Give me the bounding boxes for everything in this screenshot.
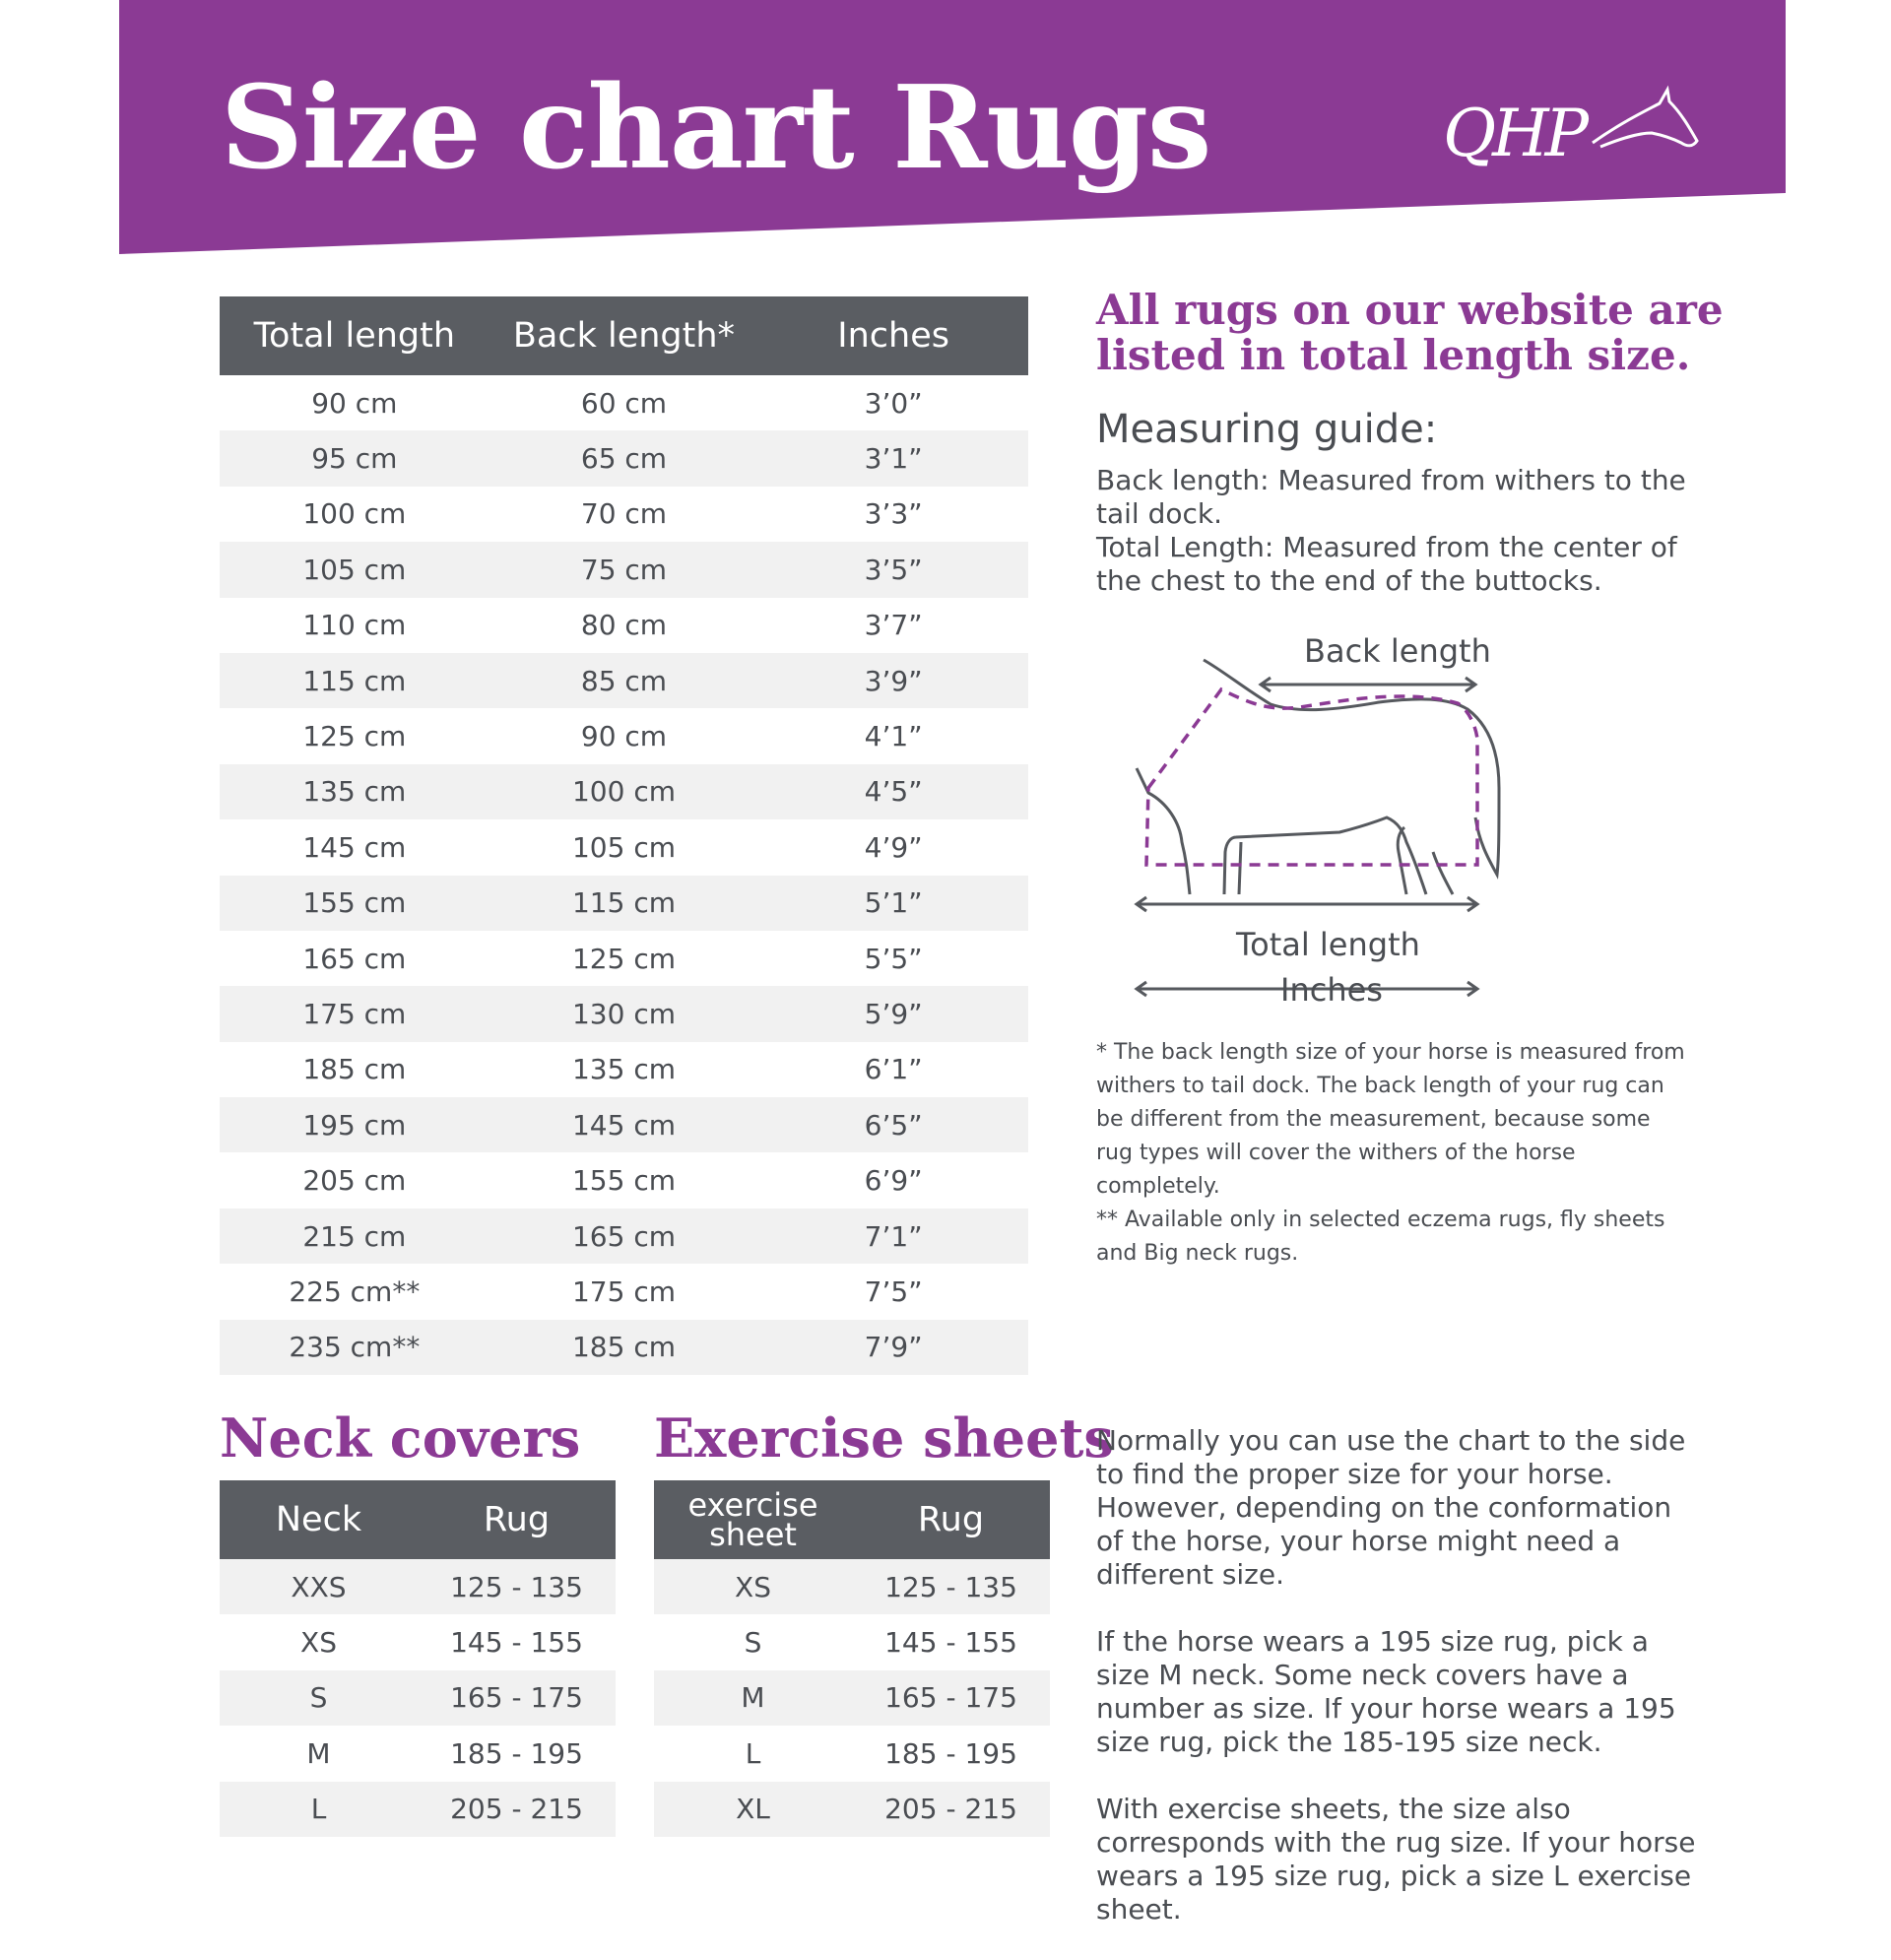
back-length-cell: 125 cm bbox=[571, 942, 676, 975]
back-length-cell: 105 cm bbox=[571, 830, 676, 864]
back-length-cell: 175 cm bbox=[571, 1274, 676, 1308]
back-length-cell: 115 cm bbox=[489, 876, 759, 931]
back-length-cell: 185 cm bbox=[489, 1320, 759, 1375]
back-length-definition: Back length: Measured from withers to the tail dock. bbox=[1096, 464, 1686, 530]
back-length-cell: 75 cm bbox=[489, 542, 759, 597]
inches-cell: 5’5” bbox=[864, 942, 923, 975]
inches-cell: 4’9” bbox=[864, 830, 923, 864]
rug-table-header-row bbox=[220, 296, 1028, 375]
table-row bbox=[220, 375, 1028, 430]
table-row bbox=[654, 1670, 1050, 1726]
table-row bbox=[220, 986, 1028, 1041]
rug-size-table bbox=[220, 296, 1028, 1375]
inches-label: Inches bbox=[1280, 971, 1383, 1009]
sheet-size-cell: XS bbox=[654, 1559, 852, 1614]
inches-cell: 5’9” bbox=[758, 986, 1028, 1041]
rug-range-cell: 165 - 175 bbox=[852, 1670, 1050, 1726]
logo-text: QHP bbox=[1443, 96, 1586, 171]
neck-table-header-row bbox=[220, 1480, 616, 1559]
advice-paragraph-neck: If the horse wears a 195 size rug, pick a size M neck. Some neck covers have a number as size. If your horse wears a 195 size rug, pick the 185-195 size neck. bbox=[1096, 1625, 1676, 1758]
exercise-sheets-table bbox=[654, 1480, 1050, 1837]
table-row bbox=[220, 1782, 616, 1837]
back-length-cell: 70 cm bbox=[580, 497, 668, 531]
total-length-cell: 115 cm bbox=[220, 653, 489, 708]
inches-cell: 3’0” bbox=[864, 386, 923, 420]
neck-size-cell: L bbox=[220, 1782, 418, 1837]
back-length-cell: 80 cm bbox=[580, 609, 668, 642]
table-row bbox=[654, 1782, 1050, 1837]
neck-size-cell: XS bbox=[300, 1626, 337, 1660]
header-total-length: Total length bbox=[220, 296, 489, 375]
back-length-cell: 85 cm bbox=[489, 653, 759, 708]
exercise-table-header-row bbox=[654, 1480, 1050, 1559]
inches-cell: 6’1” bbox=[864, 1053, 923, 1086]
table-row bbox=[654, 1614, 1050, 1669]
website-size-note: All rugs on our website are listed in total length size. bbox=[1096, 286, 1724, 379]
total-length-cell: 110 cm bbox=[302, 609, 407, 642]
table-row bbox=[220, 1209, 1028, 1264]
inches-cell: 3’9” bbox=[758, 653, 1028, 708]
header-inches: Inches bbox=[758, 296, 1028, 375]
table-row bbox=[220, 487, 1028, 542]
rug-range-cell: 165 - 175 bbox=[418, 1670, 616, 1726]
back-length-cell: 65 cm bbox=[489, 430, 759, 486]
advice-paragraph-exercise: With exercise sheets, the size also corresponds with the rug size. If your horse wears a 195 size rug, pick a size L exercise sheet. bbox=[1096, 1793, 1696, 1926]
back-length-cell: 130 cm bbox=[489, 986, 759, 1041]
total-length-cell: 205 cm bbox=[302, 1164, 407, 1198]
back-length-cell: 165 cm bbox=[489, 1209, 759, 1264]
back-length-cell: 145 cm bbox=[489, 1097, 759, 1152]
table-row bbox=[654, 1559, 1050, 1614]
table-row bbox=[220, 1559, 616, 1614]
back-length-cell: 155 cm bbox=[571, 1164, 676, 1198]
rug-range-cell: 125 - 135 bbox=[418, 1559, 616, 1614]
measuring-guide-title: Measuring guide: bbox=[1096, 407, 1438, 452]
inches-cell: 7’5” bbox=[864, 1274, 923, 1308]
inches-cell: 3’3” bbox=[864, 497, 923, 531]
measuring-guide-text bbox=[1096, 464, 1707, 598]
table-row bbox=[220, 430, 1028, 486]
horse-measurement-diagram bbox=[1113, 630, 1576, 1044]
table-row bbox=[220, 876, 1028, 931]
neck-size-cell: M bbox=[306, 1736, 331, 1770]
rug-range-cell: 205 - 215 bbox=[852, 1782, 1050, 1837]
total-length-cell: 225 cm** bbox=[289, 1274, 421, 1308]
inches-cell: 4’1” bbox=[864, 720, 923, 753]
sheet-size-cell: S bbox=[744, 1626, 762, 1660]
header-neck: Neck bbox=[220, 1480, 418, 1559]
total-length-cell: 135 cm bbox=[220, 764, 489, 819]
back-length-cell: 100 cm bbox=[489, 764, 759, 819]
table-row bbox=[220, 708, 1028, 763]
header-rug: Rug bbox=[418, 1480, 616, 1559]
horse-head-icon bbox=[1591, 84, 1699, 172]
rug-range-cell: 125 - 135 bbox=[852, 1559, 1050, 1614]
sheet-size-cell: L bbox=[745, 1736, 761, 1770]
total-length-cell: 185 cm bbox=[302, 1053, 407, 1086]
qhp-logo bbox=[1443, 84, 1699, 182]
inches-cell: 7’9” bbox=[758, 1320, 1028, 1375]
inches-cell: 3’7” bbox=[864, 609, 923, 642]
total-length-cell: 90 cm bbox=[311, 386, 398, 420]
rug-range-cell: 185 - 195 bbox=[884, 1736, 1017, 1770]
inches-cell: 7’1” bbox=[758, 1209, 1028, 1264]
table-row bbox=[220, 819, 1028, 875]
inches-cell: 5’1” bbox=[758, 876, 1028, 931]
neck-covers-table bbox=[220, 1480, 616, 1837]
header-rug: Rug bbox=[852, 1480, 1050, 1559]
advice-paragraph-general: Normally you can use the chart to the side to find the proper size for your horse. However, depending on the conformation of the horse, your horse might need a different size. bbox=[1096, 1424, 1686, 1591]
total-length-cell: 105 cm bbox=[220, 542, 489, 597]
sizing-advice bbox=[1096, 1424, 1697, 1960]
total-length-cell: 100 cm bbox=[302, 497, 407, 531]
availability-footnote: ** Available only in selected eczema rugs, fly sheets and Big neck rugs. bbox=[1096, 1208, 1665, 1266]
total-length-label: Total length bbox=[1236, 926, 1420, 963]
rug-range-cell: 145 - 155 bbox=[450, 1626, 583, 1660]
table-row bbox=[220, 1152, 1028, 1208]
rug-range-cell: 205 - 215 bbox=[418, 1782, 616, 1837]
inches-cell: 6’9” bbox=[864, 1164, 923, 1198]
table-row bbox=[220, 1097, 1028, 1152]
table-row bbox=[220, 764, 1028, 819]
table-row bbox=[220, 598, 1028, 653]
rug-range-cell: 185 - 195 bbox=[450, 1736, 583, 1770]
header-back-length: Back length* bbox=[489, 296, 759, 375]
neck-size-cell: XXS bbox=[220, 1559, 418, 1614]
total-length-cell: 125 cm bbox=[302, 720, 407, 753]
sheet-size-cell: M bbox=[654, 1670, 852, 1726]
back-length-cell: 60 cm bbox=[580, 386, 668, 420]
total-length-cell: 155 cm bbox=[220, 876, 489, 931]
neck-covers-title: Neck covers bbox=[220, 1406, 581, 1470]
table-row bbox=[220, 1320, 1028, 1375]
inches-cell: 6’5” bbox=[758, 1097, 1028, 1152]
back-length-cell: 135 cm bbox=[571, 1053, 676, 1086]
table-row bbox=[220, 653, 1028, 708]
inches-cell: 3’1” bbox=[758, 430, 1028, 486]
rug-range-cell: 145 - 155 bbox=[884, 1626, 1017, 1660]
total-length-definition: Total Length: Measured from the center of the chest to the end of the buttocks. bbox=[1096, 531, 1677, 597]
table-row bbox=[220, 1264, 1028, 1319]
back-length-footnote: * The back length size of your horse is measured from withers to tail dock. The back length of your rug can be different from the measurement, because some rug types will cover the withers of the horse completely. bbox=[1096, 1040, 1685, 1199]
total-length-cell: 165 cm bbox=[302, 942, 407, 975]
back-length-label: Back length bbox=[1304, 632, 1491, 670]
inches-cell: 3’5” bbox=[758, 542, 1028, 597]
back-length-cell: 90 cm bbox=[580, 720, 668, 753]
header-exercise-sheet: exercise sheet bbox=[654, 1480, 852, 1559]
exercise-sheets-title: Exercise sheets bbox=[654, 1406, 1114, 1470]
total-length-cell: 215 cm bbox=[220, 1209, 489, 1264]
neck-size-cell: S bbox=[220, 1670, 418, 1726]
total-length-cell: 145 cm bbox=[302, 830, 407, 864]
table-row bbox=[654, 1726, 1050, 1781]
table-row bbox=[220, 1042, 1028, 1097]
table-row bbox=[220, 1614, 616, 1669]
total-length-cell: 235 cm** bbox=[220, 1320, 489, 1375]
table-row bbox=[220, 931, 1028, 986]
table-row bbox=[220, 542, 1028, 597]
inches-cell: 4’5” bbox=[758, 764, 1028, 819]
table-row bbox=[220, 1726, 616, 1781]
total-length-cell: 175 cm bbox=[220, 986, 489, 1041]
table-row bbox=[220, 1670, 616, 1726]
sheet-size-cell: XL bbox=[654, 1782, 852, 1837]
total-length-cell: 95 cm bbox=[220, 430, 489, 486]
total-length-cell: 195 cm bbox=[220, 1097, 489, 1152]
page-title: Size chart Rugs bbox=[221, 61, 1211, 195]
